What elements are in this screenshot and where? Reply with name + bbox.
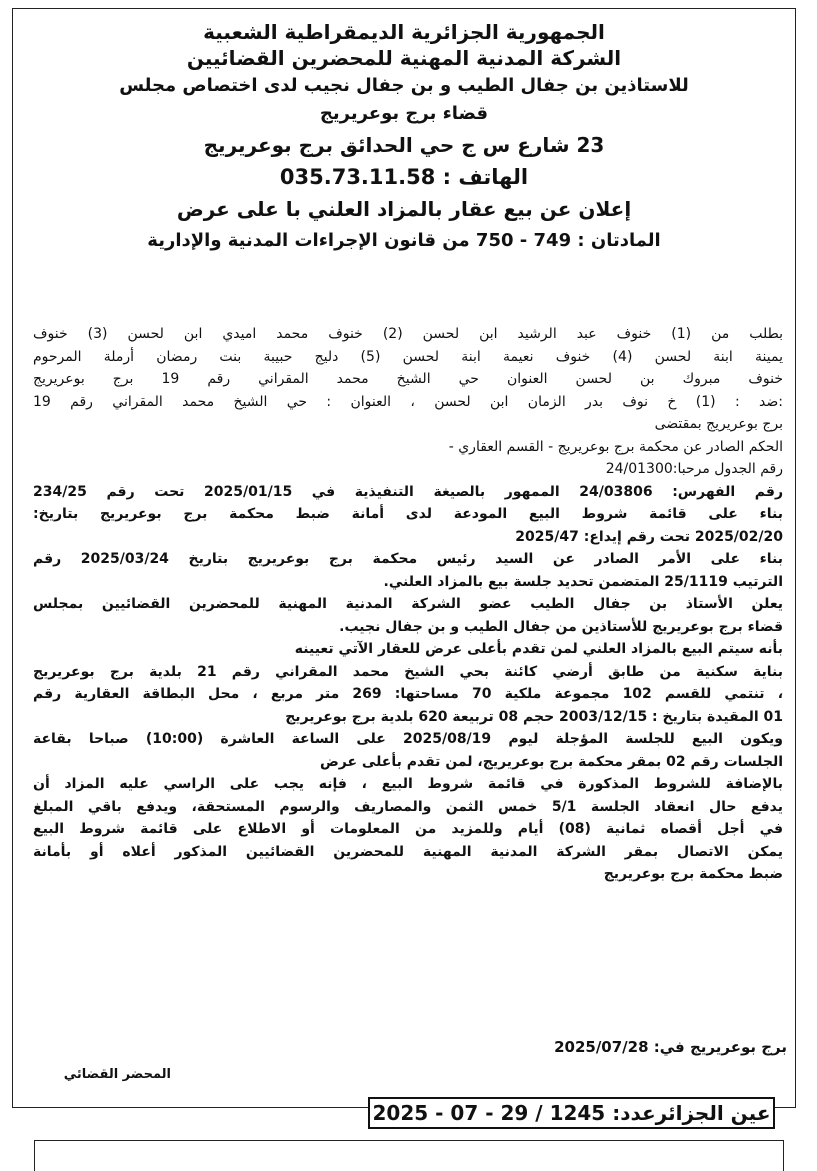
publication-stamp: عين الجزائرعدد: 1245 / 29 - 07 - 2025 bbox=[368, 1097, 775, 1129]
notice-frame bbox=[12, 8, 796, 1108]
body-line: ، تنتمي للقسم 102 مجموعة ملكية 70 مساحتها: 269 متر مربع ، محل البطاقة العقارية رقم bbox=[33, 686, 783, 702]
body-line: الحكم الصادر عن محكمة برج بوعريريج - القسم العقاري - bbox=[448, 438, 783, 455]
notice-body bbox=[33, 323, 783, 886]
body-line: بناية سكنية من طابق أرضي كائنة بحي الشيخ محمد المقراني رقم 21 بلدية برج بوعريريج bbox=[33, 663, 783, 680]
bailiffs-line: للاستاذين بن جفال الطيب و بن جفال نجيب لدى اختصاص مجلس bbox=[119, 75, 689, 96]
body-line: قضاء برج بوعريريج للأستاذين من جفال الطيب و بن جفال نجيب. bbox=[339, 618, 783, 635]
court-line: قضاء برج بوعريريج bbox=[319, 103, 489, 124]
body-line: بناء على الأمر الصادر عن السيد رئيس محكمة برج بوعريريج بتاريخ 2025/03/24 رقم bbox=[33, 551, 783, 567]
body-line: رقم الجدول مرحبا:24/01300 bbox=[605, 461, 783, 477]
body-line: بالإضافة للشروط المذكورة في قائمة شروط البيع ، فإنه يجب على الراسي عليه المزاد أن bbox=[33, 776, 783, 792]
body-line: 01 المقيدة بتاريخ : 2003/12/15 حجم 08 تربيعة 620 بلدية برج بوعريريج bbox=[285, 708, 783, 725]
body-line: في أجل أقصاه ثمانية (08) أيام وللمزيد من المعلومات أو الاطلاع على قائمة شروط البيع bbox=[33, 821, 783, 837]
legal-articles: المادتان : 749 - 750 من قانون الإجراءات المدنية والإدارية bbox=[147, 230, 661, 251]
next-notice-frame bbox=[34, 1140, 784, 1171]
body-line: 2025/02/20 تحت رقم إيداع: 2025/47 bbox=[515, 528, 783, 545]
office-phone: الهاتف : 035.73.11.58 bbox=[279, 165, 529, 189]
body-line: خنوف مبروك بن لحسن العنوان حي الشيخ محمد المقراني رقم 19 برج بوعريريج bbox=[33, 371, 783, 387]
place-and-date: برج بوعريريج في: 2025/07/28 bbox=[554, 1038, 787, 1056]
body-line: يمكن الاتصال بمقر الشركة المدنية المهنية للمحضرين القضائيين المذكور أعلاه أو بأمانة bbox=[33, 843, 783, 860]
body-line: بناء على قائمة شروط البيع المودعة لدى أمانة ضبط محكمة برج بوعريريج بتاريخ: bbox=[33, 506, 783, 522]
body-line: يمينة ابنة لحسن (4) خنوف نعيمة ابنة لحسن (5) دليج حبيبة بنت رمضان أرملة المرحوم bbox=[33, 348, 783, 365]
notice-header bbox=[13, 19, 795, 257]
office-address: 23 شارع س ج حي الحدائق برج بوعريريج bbox=[203, 133, 605, 157]
body-line: الجلسات رقم 02 بمقر محكمة برج بوعريريج، لمن تقدم بأعلى عرض bbox=[319, 753, 783, 770]
body-line: يدفع حال انعقاد الجلسة 5/1 خمس الثمن والمصاريف والرسوم المستحقة، ويدفع باقي المبلغ bbox=[33, 798, 783, 815]
body-line: رقم الفهرس: 24/03806 الممهور بالصيغة التنفيذية في 2025/01/15 تحت رقم 234/25 bbox=[33, 483, 783, 500]
body-line: ويكون البيع للجلسة المؤجلة ليوم 2025/08/19 على الساعة العاشرة (10:00) صباحا بقاعة bbox=[33, 731, 783, 747]
body-line: يعلن الأستاذ بن جفال الطيب عضو الشركة المدنية المهنية للمحضرين القضائيين بمجلس bbox=[33, 596, 783, 612]
body-line: ضبط محكمة برج بوعريريج bbox=[603, 866, 783, 882]
body-line: برج بوعريريج بمقتضى bbox=[654, 416, 783, 432]
body-line: بطلب من (1) خنوف عبد الرشيد ابن لحسن (2) خنوف محمد اميدي ابن لحسن (3) خنوف bbox=[33, 326, 783, 342]
company-name: الشركة المدنية المهنية للمحضرين القضائيين bbox=[186, 46, 622, 70]
body-line: بأنه سيتم البيع بالمزاد العلني لمن تقدم بأعلى عرض للعقار الآتي تعيينه bbox=[294, 641, 783, 657]
bailiff-signature: المحضر القضائي bbox=[63, 1067, 171, 1082]
body-line: :ضد : (1) خ نوف بدر الزمان ابن لحسن ، العنوان : حي الشيخ محمد المقراني رقم 19 bbox=[33, 393, 783, 410]
notice-title: إعلان عن بيع عقار بالمزاد العلني با على عرض bbox=[176, 197, 632, 221]
republic-title: الجمهورية الجزائرية الديمقراطية الشعبية bbox=[203, 20, 605, 44]
body-line: الترتيب 25/1119 المتضمن تحديد جلسة بيع بالمزاد العلني. bbox=[383, 573, 783, 590]
